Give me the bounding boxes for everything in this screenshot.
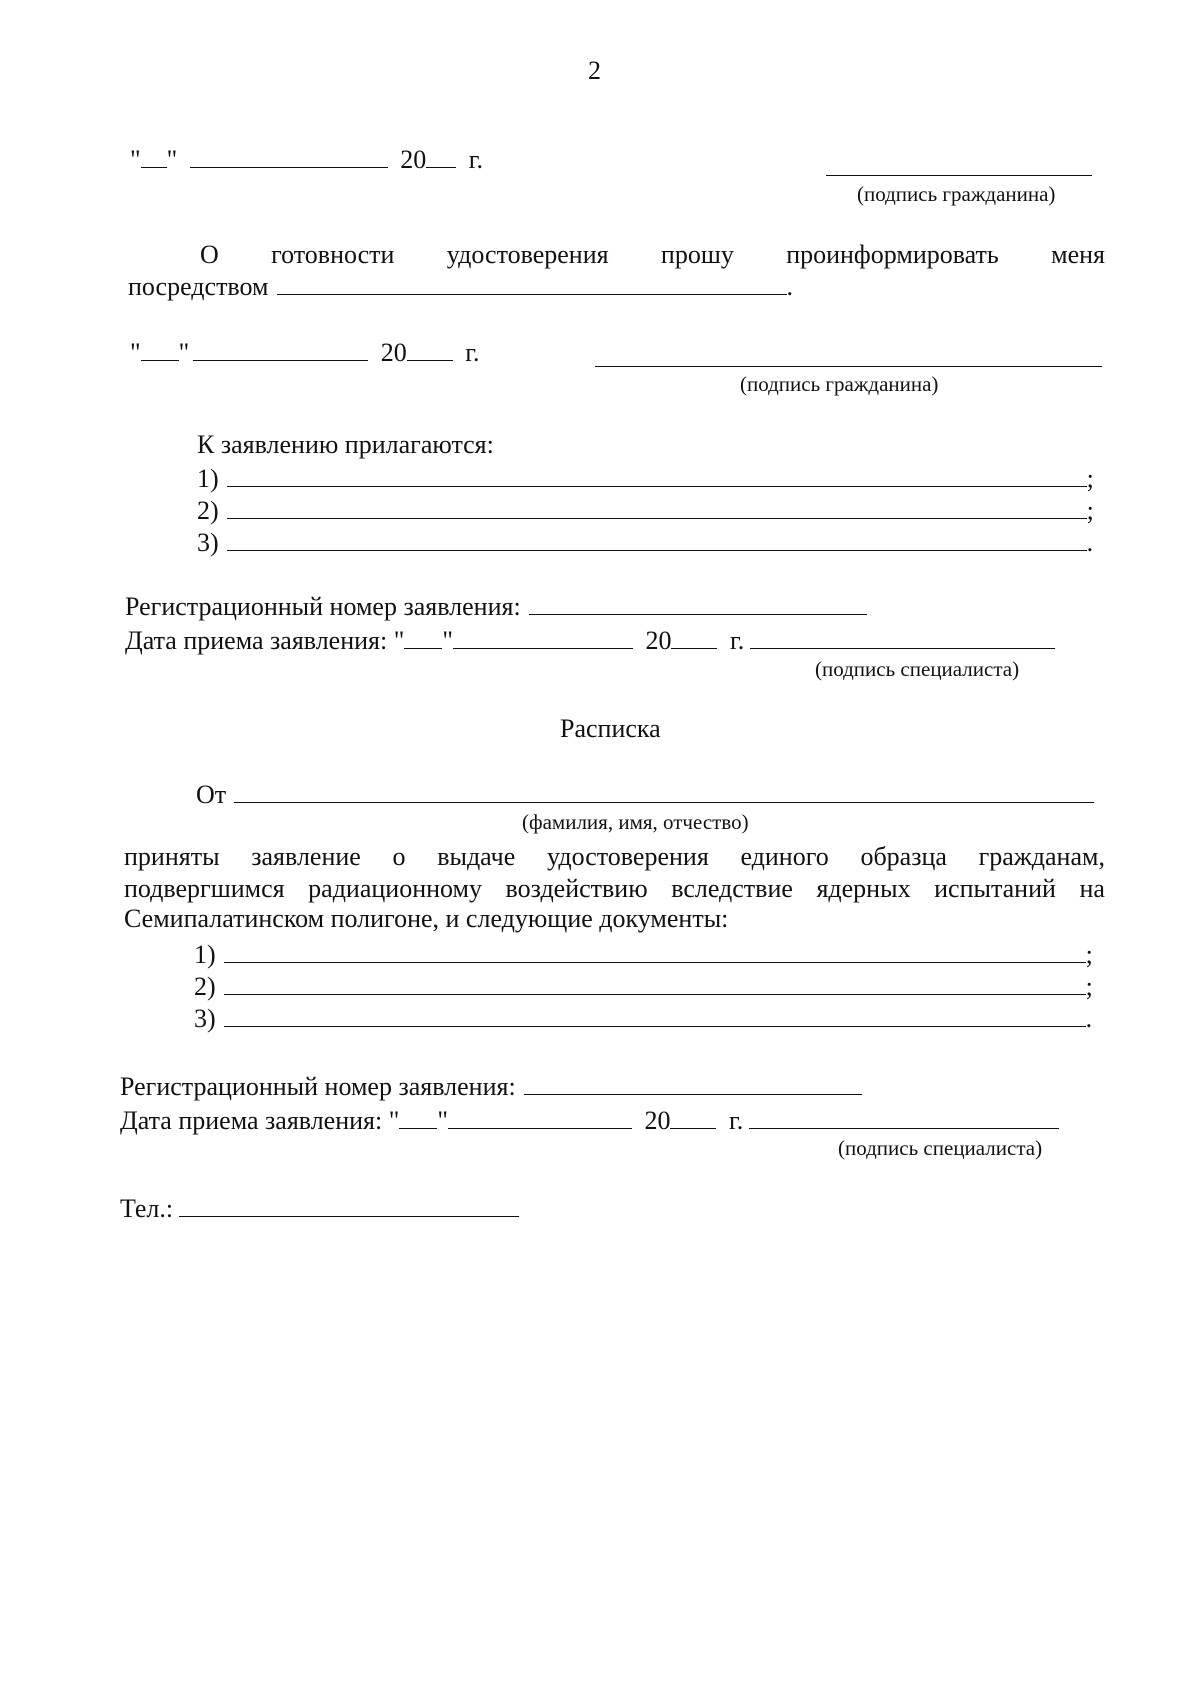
attachment-item: 2) ; [197, 496, 1094, 525]
from-label: От [196, 780, 227, 809]
receipt-document-item: 1) ; [194, 940, 1093, 969]
month-blank[interactable] [193, 338, 368, 361]
citizen-signature-caption-1: (подпись гражданина) [857, 182, 1056, 206]
page-number: 2 [588, 56, 601, 85]
registration-number-label: Регистрационный номер заявления: [120, 1072, 516, 1101]
month-blank[interactable] [448, 1106, 632, 1129]
reception-date-line-2: Дата приема заявления: " " 20 г. [120, 1106, 1059, 1134]
day-blank[interactable] [404, 626, 442, 649]
word: меня [1051, 240, 1105, 269]
readiness-request-line [130, 240, 1105, 270]
registration-number-blank[interactable] [524, 1072, 862, 1095]
year-blank[interactable] [407, 338, 453, 361]
day-blank[interactable] [141, 145, 167, 168]
receipt-title: Расписка [560, 714, 661, 743]
receipt-from-line [196, 780, 1094, 808]
specialist-signature-blank[interactable] [750, 626, 1055, 649]
word: проинформировать [786, 240, 999, 269]
registration-number-blank[interactable] [529, 592, 867, 615]
reception-date-label: Дата приема заявления: [120, 1106, 383, 1135]
specialist-signature-caption-1: (подпись специалиста) [815, 657, 1020, 681]
receipt-document-item: 2) ; [194, 972, 1093, 1001]
day-blank[interactable] [141, 338, 179, 361]
month-blank[interactable] [190, 145, 388, 168]
year-suffix: г. [465, 338, 480, 367]
attachment-blank[interactable] [227, 496, 1087, 519]
year-blank[interactable] [426, 145, 456, 168]
attachment-blank[interactable] [227, 464, 1087, 487]
month-blank[interactable] [453, 626, 633, 649]
citizen-signature-caption-2: (подпись гражданина) [740, 372, 939, 396]
specialist-signature-blank[interactable] [749, 1106, 1059, 1129]
full-name-caption: (фамилия, имя, отчество) [522, 810, 749, 834]
date-line-2 [130, 338, 479, 366]
reception-date-line-1: Дата приема заявления: " " 20 г. [125, 626, 1055, 654]
attachment-item: 1) ; [197, 464, 1094, 493]
word: готовности [271, 240, 395, 269]
date-line-1 [130, 145, 483, 173]
document-blank[interactable] [224, 972, 1086, 995]
quote-close: " [178, 338, 190, 367]
receipt-text-line-3: Семипалатинском полигоне, и следующие документы: [124, 904, 729, 933]
attachments-heading: К заявлению прилагаются: [197, 430, 494, 459]
day-blank[interactable] [399, 1106, 437, 1129]
attachment-item: 3) . [197, 528, 1094, 557]
notify-via-line [128, 272, 793, 300]
registration-number-line-2 [120, 1072, 862, 1100]
year-suffix: г. [468, 145, 483, 174]
phone-label: Тел.: [120, 1194, 174, 1223]
receipt-document-item: 3) . [194, 1004, 1093, 1033]
registration-number-label: Регистрационный номер заявления: [125, 592, 521, 621]
year-blank[interactable] [670, 1106, 716, 1129]
quote-open: " [130, 338, 141, 367]
phone-blank[interactable] [179, 1194, 519, 1217]
full-name-blank[interactable] [234, 780, 1094, 803]
document-blank[interactable] [224, 940, 1086, 963]
citizen-signature-line-2[interactable] [595, 366, 1102, 367]
quote-open: " [130, 145, 141, 174]
year-prefix: 20 [400, 145, 427, 174]
word: О [200, 240, 219, 269]
reception-date-label: Дата приема заявления: [125, 626, 388, 655]
registration-number-line-1 [125, 592, 867, 620]
specialist-signature-caption-2: (подпись специалиста) [838, 1136, 1043, 1160]
notify-via-blank[interactable] [277, 272, 787, 295]
citizen-signature-line-1[interactable] [826, 175, 1092, 176]
word: удостоверения [446, 240, 609, 269]
year-blank[interactable] [671, 626, 717, 649]
document-blank[interactable] [224, 1004, 1086, 1027]
year-prefix: 20 [380, 338, 407, 367]
notify-via-label: посредством [128, 272, 269, 301]
word: прошу [660, 240, 734, 269]
period: . [786, 272, 793, 301]
receipt-text-line-2: подвергшимся радиационному воздействию вследствие ядерных испытаний на [124, 874, 1105, 903]
attachment-blank[interactable] [227, 528, 1087, 551]
quote-close: " [166, 145, 178, 174]
receipt-text-line-1: приняты заявление о выдаче удостоверения единого образца гражданам, [124, 842, 1105, 871]
phone-line [120, 1194, 519, 1222]
